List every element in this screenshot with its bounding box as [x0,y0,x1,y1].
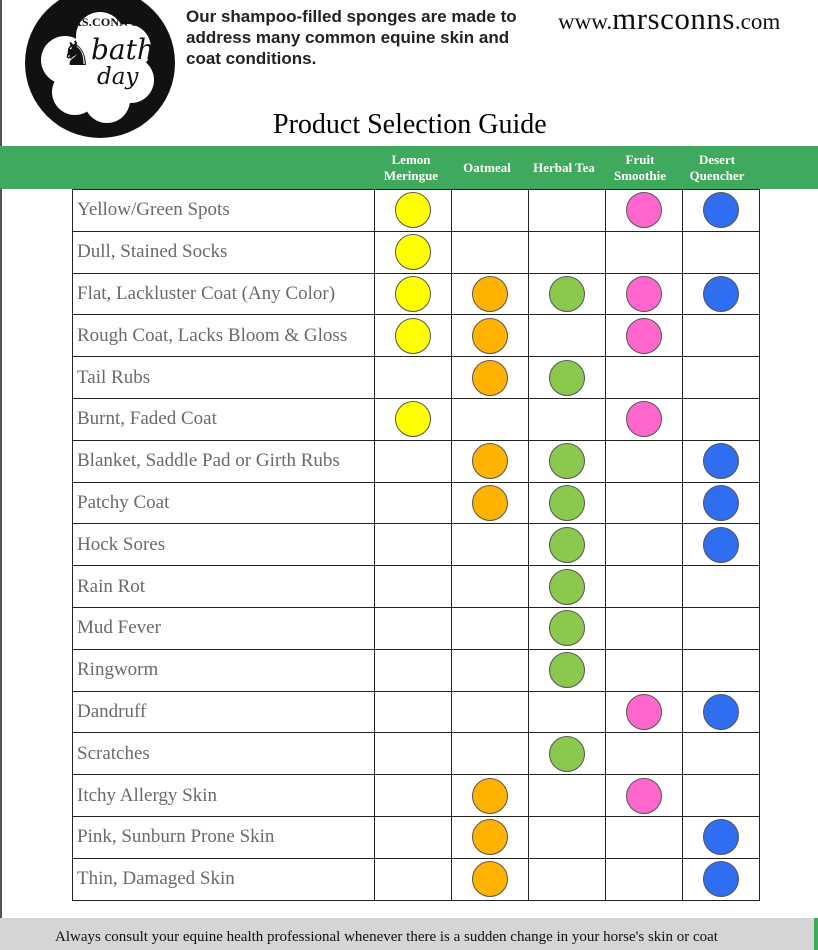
condition-label: Rough Coat, Lacks Bloom & Gloss [73,315,375,357]
oatmeal-dot-icon [472,443,508,479]
table-cell [375,858,452,900]
condition-label: Mud Fever [73,607,375,649]
fruit-smoothie-dot-icon [626,401,662,437]
table-cell [606,190,683,232]
table-cell [452,273,529,315]
table-cell [606,733,683,775]
table-cell [529,733,606,775]
herbal-tea-dot-icon [549,610,585,646]
table-cell [606,482,683,524]
table-row [73,775,760,817]
oatmeal-dot-icon [472,318,508,354]
condition-label: Tail Rubs [73,357,375,399]
fruit-smoothie-dot-icon [626,318,662,354]
desert-quencher-dot-icon [703,527,739,563]
table-cell [529,273,606,315]
website-name: mrsconns [612,1,735,36]
table-cell [683,231,760,273]
desert-quencher-dot-icon [703,861,739,897]
herbal-tea-dot-icon [549,276,585,312]
table-cell [452,524,529,566]
condition-label: Scratches [73,733,375,775]
table-cell [529,649,606,691]
condition-label: Flat, Lackluster Coat (Any Color) [73,273,375,315]
table-cell [375,816,452,858]
website-link[interactable] [558,1,780,37]
table-cell [606,231,683,273]
table-cell [375,649,452,691]
table-cell [452,649,529,691]
brand-logo [25,0,175,138]
table-cell [452,440,529,482]
lemon-meringue-dot-icon [395,318,431,354]
logo-bath-text: bath [91,33,155,66]
table-cell [606,357,683,399]
table-cell [683,398,760,440]
condition-label: Thin, Damaged Skin [73,858,375,900]
table-cell [683,816,760,858]
table-cell [529,858,606,900]
table-cell [375,315,452,357]
table-cell [375,482,452,524]
table-cell [375,190,452,232]
condition-label: Burnt, Faded Coat [73,398,375,440]
column-header-line2: Herbal Tea [533,160,595,175]
table-row [73,524,760,566]
table-cell [375,566,452,608]
desert-quencher-dot-icon [703,276,739,312]
table-cell [683,691,760,733]
horse-head-icon: ♞ [61,34,92,74]
condition-label: Hock Sores [73,524,375,566]
table-cell [529,357,606,399]
table-cell [452,816,529,858]
table-cell [606,816,683,858]
table-cell [606,775,683,817]
condition-label: Patchy Coat [73,482,375,524]
table-row [73,816,760,858]
condition-label: Blanket, Saddle Pad or Girth Rubs [73,440,375,482]
table-cell [452,733,529,775]
table-cell [683,858,760,900]
table-row [73,566,760,608]
herbal-tea-dot-icon [549,360,585,396]
table-cell [375,607,452,649]
table-cell [529,607,606,649]
table-row [73,273,760,315]
column-header-line1: Lemon [391,152,431,167]
lemon-meringue-dot-icon [395,234,431,270]
condition-label: Pink, Sunburn Prone Skin [73,816,375,858]
table-cell [452,482,529,524]
table-cell [683,190,760,232]
column-header-line2: Quencher [689,168,745,183]
footer-disclaimer: Always consult your equine health professional whenever there is a sudden change in your horse's skin or coat [55,929,718,945]
oatmeal-dot-icon [472,276,508,312]
oatmeal-dot-icon [472,861,508,897]
table-cell [683,440,760,482]
table-cell [606,691,683,733]
herbal-tea-dot-icon [549,569,585,605]
page-left-rule [0,0,2,950]
table-cell [452,775,529,817]
website-prefix: www. [558,9,613,34]
table-cell [452,357,529,399]
footer-accent [814,918,818,950]
tagline: Our shampoo-filled sponges are made to address many common equine skin and coat conditions. [186,7,517,68]
table-cell [452,607,529,649]
selection-table [72,189,760,901]
desert-quencher-dot-icon [703,192,739,228]
table-cell [683,607,760,649]
table-cell [375,733,452,775]
lemon-meringue-dot-icon [395,276,431,312]
table-cell [606,607,683,649]
condition-label: Itchy Allergy Skin [73,775,375,817]
table-cell [683,566,760,608]
column-header-line2: Smoothie [614,168,666,183]
table-row [73,398,760,440]
table-row [73,691,760,733]
page-title: Product Selection Guide [273,109,547,140]
table-row [73,858,760,900]
table-cell [529,190,606,232]
table-cell [452,398,529,440]
table-cell [529,440,606,482]
table-cell [606,858,683,900]
condition-label: Ringworm [73,649,375,691]
table-cell [606,273,683,315]
column-header-line1: Desert [698,152,736,167]
table-cell [529,315,606,357]
condition-label: Rain Rot [73,566,375,608]
table-cell [529,524,606,566]
lemon-meringue-dot-icon [395,192,431,228]
table-cell [375,524,452,566]
column-header-line2: Meringue [383,168,439,183]
oatmeal-dot-icon [472,485,508,521]
desert-quencher-dot-icon [703,485,739,521]
table-cell [529,231,606,273]
herbal-tea-dot-icon [549,652,585,688]
table-cell [683,524,760,566]
table-cell [529,691,606,733]
column-header-line2: Oatmeal [463,160,511,175]
table-cell [529,398,606,440]
table-cell [683,733,760,775]
table-cell [375,775,452,817]
desert-quencher-dot-icon [703,443,739,479]
table-cell [452,190,529,232]
table-cell [375,273,452,315]
table-cell [529,482,606,524]
column-header-line1: Fruit [625,152,655,167]
logo-day-text: day [97,64,139,90]
table-cell [606,440,683,482]
herbal-tea-dot-icon [549,443,585,479]
table-row [73,190,760,232]
table-cell [606,524,683,566]
table-cell [606,315,683,357]
table-cell [452,566,529,608]
table-cell [683,649,760,691]
herbal-tea-dot-icon [549,485,585,521]
oatmeal-dot-icon [472,819,508,855]
table-cell [452,315,529,357]
table-row [73,357,760,399]
desert-quencher-dot-icon [703,819,739,855]
fruit-smoothie-dot-icon [626,276,662,312]
condition-label: Dandruff [73,691,375,733]
table-cell [529,816,606,858]
oatmeal-dot-icon [472,360,508,396]
table-cell [529,566,606,608]
table-row [73,440,760,482]
table-row [73,649,760,691]
herbal-tea-dot-icon [549,736,585,772]
logo-brand-text: MRS.CONN'S [61,15,139,29]
table-cell [375,231,452,273]
fruit-smoothie-dot-icon [626,778,662,814]
table-cell [452,858,529,900]
table-cell [375,357,452,399]
table-cell [375,398,452,440]
herbal-tea-dot-icon [549,527,585,563]
website-suffix: .com [734,9,781,34]
condition-label: Yellow/Green Spots [73,190,375,232]
table-cell [375,440,452,482]
table-row [73,607,760,649]
desert-quencher-dot-icon [703,694,739,730]
lemon-meringue-dot-icon [395,401,431,437]
table-cell [375,691,452,733]
table-cell [452,231,529,273]
table-cell [606,649,683,691]
column-header-desert-quencher [672,149,762,187]
table-cell [683,775,760,817]
table-cell [683,315,760,357]
table-cell [606,398,683,440]
oatmeal-dot-icon [472,778,508,814]
table-cell [606,566,683,608]
table-row [73,315,760,357]
table-row [73,231,760,273]
fruit-smoothie-dot-icon [626,694,662,730]
table-cell [452,691,529,733]
fruit-smoothie-dot-icon [626,192,662,228]
table-cell [529,775,606,817]
table-cell [683,273,760,315]
condition-label: Dull, Stained Socks [73,231,375,273]
table-row [73,482,760,524]
table-cell [683,482,760,524]
table-cell [683,357,760,399]
table-row [73,733,760,775]
